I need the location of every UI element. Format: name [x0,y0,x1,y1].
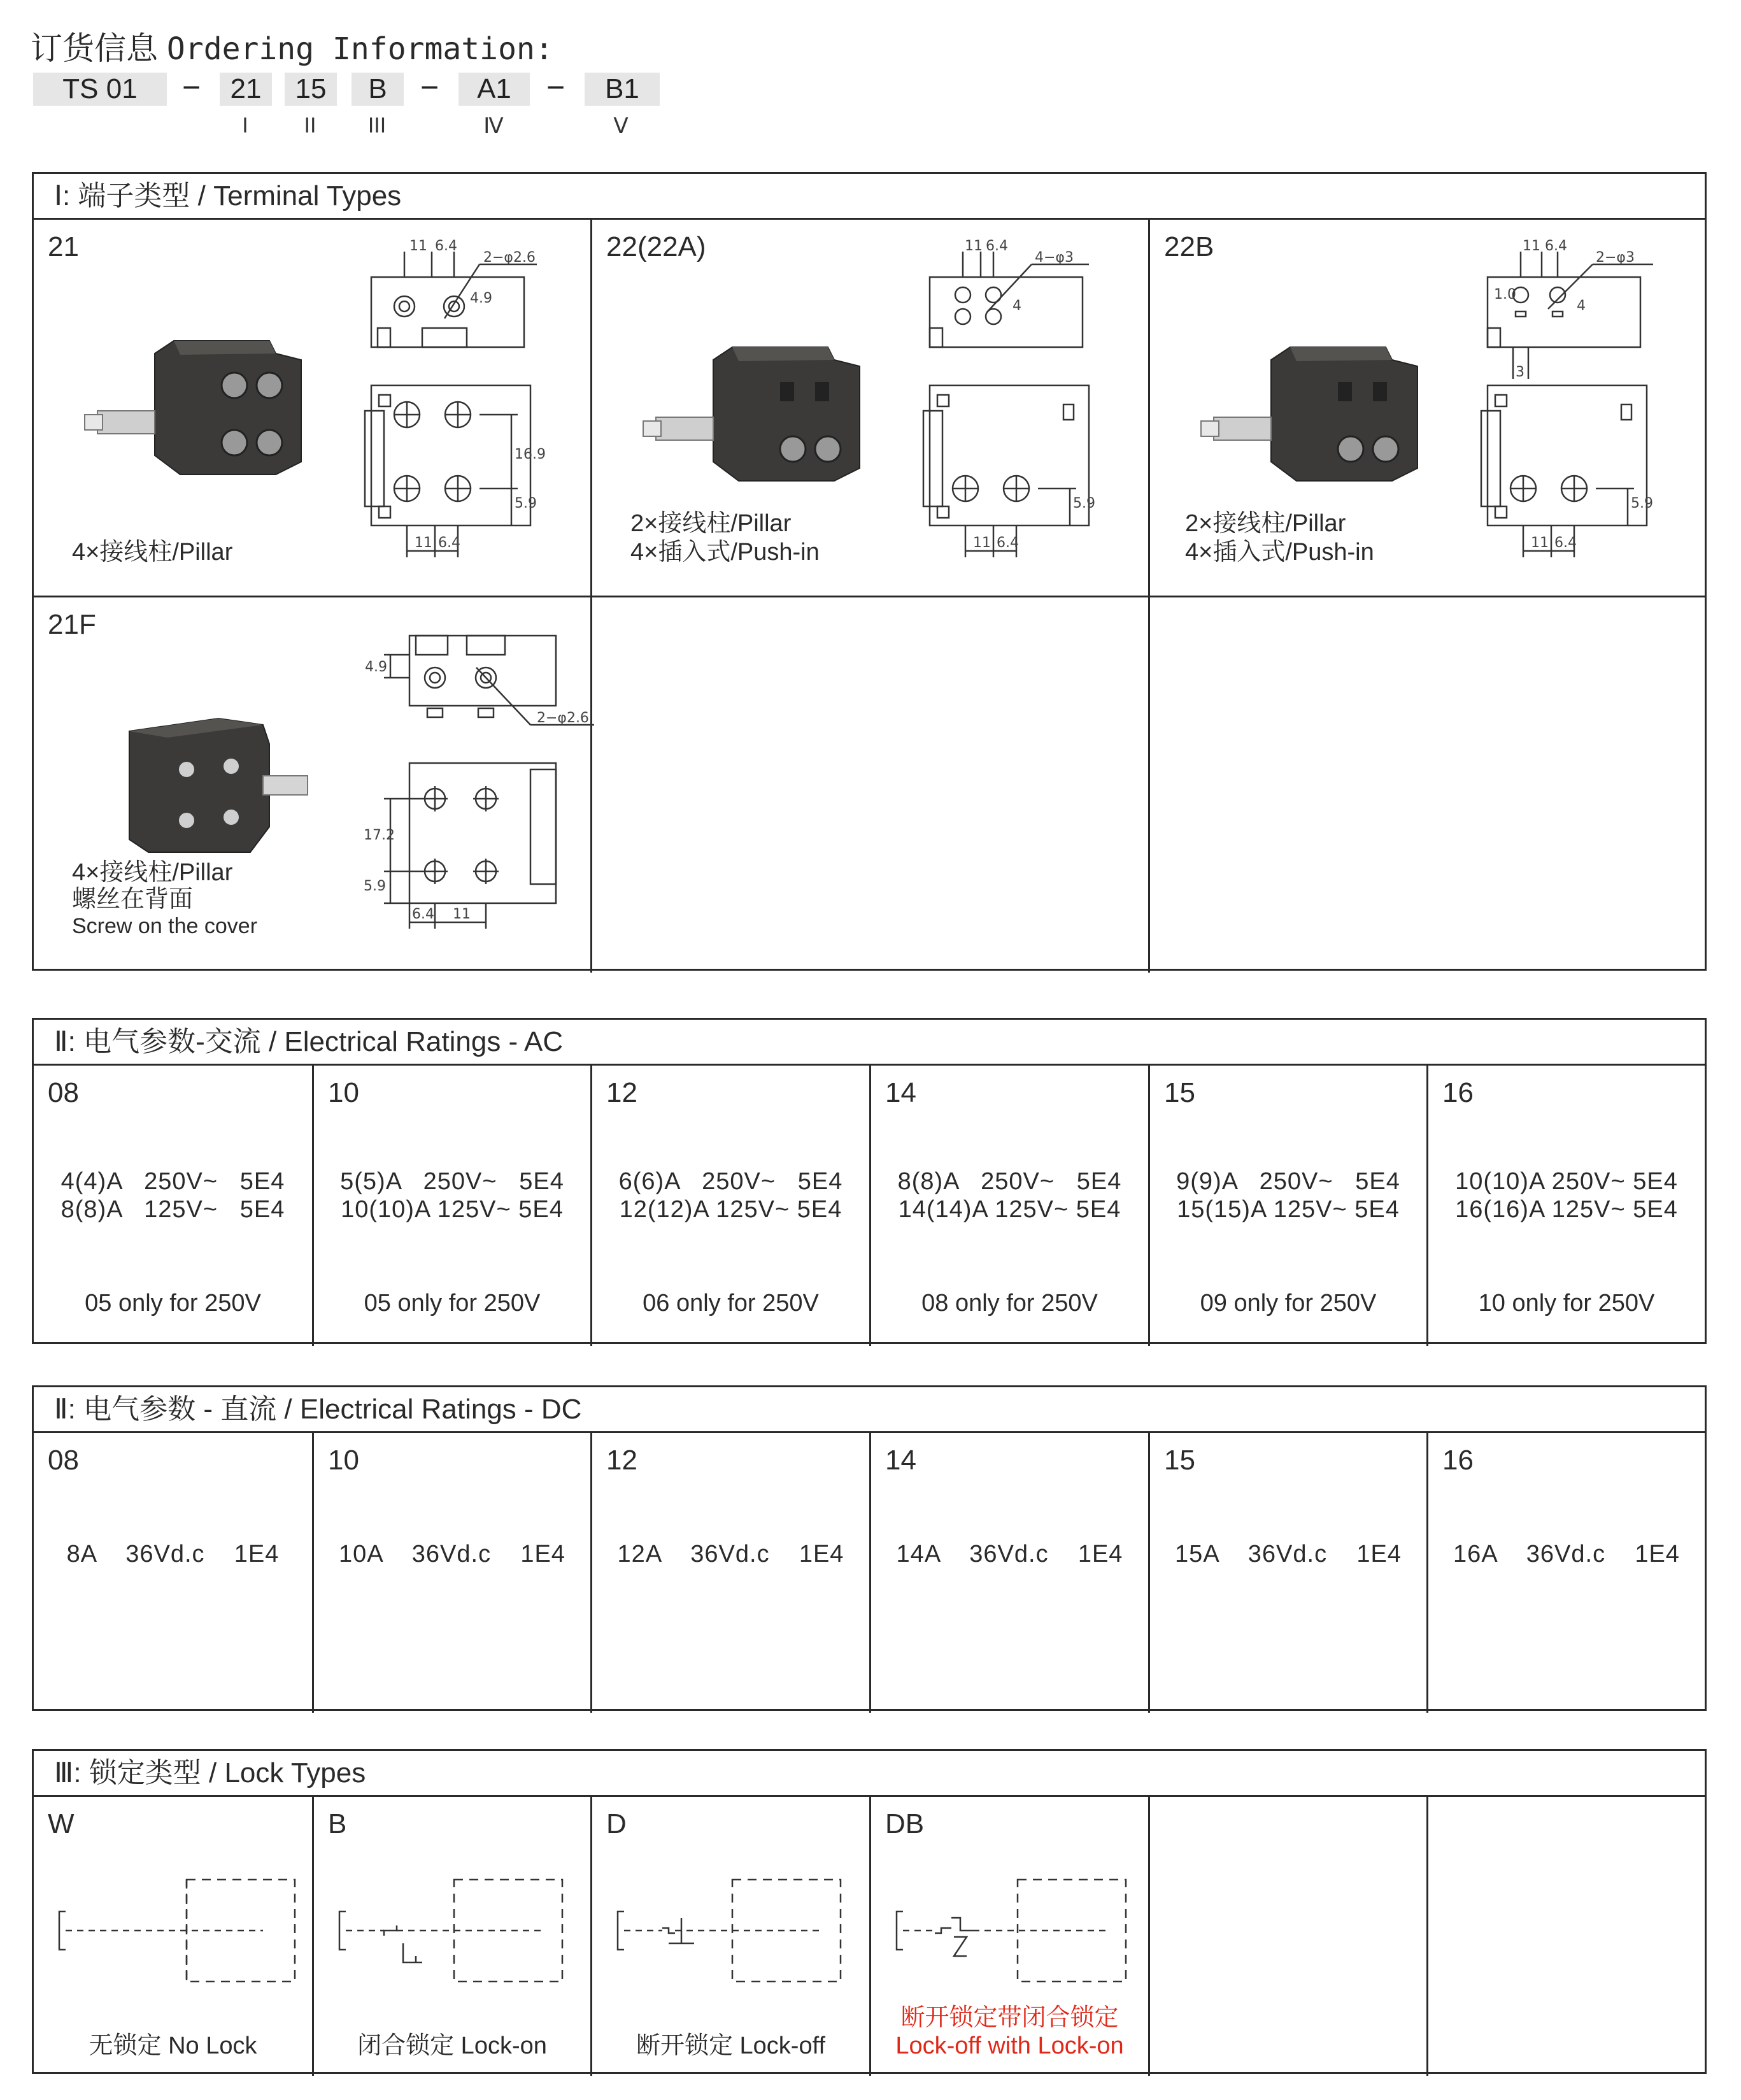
rating-code: 16 [1442,1077,1474,1108]
lock-cell-b [314,1797,590,2072]
dc-cell-10 [314,1433,590,1709]
switch-photo-icon [91,693,333,884]
lock-code: B [328,1808,347,1839]
code-b1: B1 [585,73,660,106]
ac-cell-14 [871,1066,1148,1342]
rating-code: 08 [48,1445,79,1476]
dim-16-9: 16.9 [515,446,546,462]
code-dash: − [546,69,565,105]
dim-6-4: 6.4 [412,906,434,922]
rating-code: 12 [606,1445,637,1476]
rating-code: 14 [885,1445,916,1476]
lock-label: 断开锁定带闭合锁定 [900,2004,1119,2031]
rating-note: 05 only for 250V [364,1290,541,1317]
lock-off-symbol-icon [611,1867,866,1994]
dimension-drawing [346,629,620,961]
ac-ratings-section [32,1018,1707,1344]
rating-line: 15(15)A 125V~ 5E4 [1177,1196,1400,1223]
dimension-drawing [892,239,1165,570]
dim-phi: 2−φ2.6 [537,710,589,726]
dim-11: 11 [453,906,471,922]
terminal-cell-22b [1150,220,1707,596]
ordering-title [31,23,553,69]
dim-4-9: 4.9 [365,659,387,675]
lock-types-section [32,1749,1707,2074]
rating-line: 8(8)A 250V~ 5E4 [897,1168,1122,1195]
dim-phi: 2−φ2.6 [483,250,536,266]
terminal-code: 21F [48,609,96,640]
dimension-drawing [333,239,607,570]
code-dash: − [420,69,439,105]
rating-line: 14A 36Vd.c 1E4 [896,1541,1123,1568]
dim-6-4: 6.4 [438,535,460,551]
lock-label: 断开锁定 Lock-off [636,2032,826,2059]
dim-11: 11 [415,535,432,551]
rating-note: 05 only for 250V [85,1290,261,1317]
terminal-desc: 4×插入式/Push-in [630,539,820,566]
dim-11: 11 [965,238,983,254]
lock-code: D [606,1808,627,1839]
ac-cell-10 [314,1066,590,1342]
terminal-desc: 螺丝在背面 [72,886,194,913]
terminal-desc: Screw on the cover [72,914,258,938]
code-rating: 15 [285,73,337,106]
ordering-title-cn: 订货信息 [31,31,158,66]
lock-code: DB [885,1808,925,1839]
dim-5-9: 5.9 [1631,496,1653,511]
rating-line: 12(12)A 125V~ 5E4 [619,1196,842,1223]
rating-code: 15 [1164,1445,1195,1476]
rating-note: 10 only for 250V [1478,1290,1655,1317]
rating-code: 15 [1164,1077,1195,1108]
switch-photo-icon [1201,322,1443,513]
terminal-code: 21 [48,231,79,262]
ac-cell-12 [592,1066,869,1342]
ac-cell-15 [1150,1066,1426,1342]
lock-code: W [48,1808,75,1839]
dc-cell-15 [1150,1433,1426,1709]
rating-code: 08 [48,1077,79,1108]
terminal-cell-22 [592,220,1148,596]
rating-line: 10(10)A 250V~ 5E4 [1455,1168,1678,1195]
dc-cell-08 [34,1433,312,1709]
dim-4-9: 4.9 [470,290,492,306]
code-dash: − [182,69,201,105]
terminal-desc: 4×接线柱/Pillar [72,859,233,886]
dc-cell-12 [592,1433,869,1709]
dim-phi: 2−φ3 [1596,250,1635,266]
rating-note: 09 only for 250V [1200,1290,1377,1317]
rating-note: 06 only for 250V [643,1290,819,1317]
switch-photo-icon [85,315,327,506]
roman-1: I [242,113,248,138]
terminal-desc: 4×插入式/Push-in [1185,539,1374,566]
ac-cell-08 [34,1066,312,1342]
code-a1: A1 [458,73,530,106]
ac-cell-16 [1428,1066,1705,1342]
terminal-code: 22(22A) [606,231,706,262]
terminal-code: 22B [1164,231,1214,262]
rating-line: 4(4)A 250V~ 5E4 [60,1168,285,1195]
roman-4: Ⅳ [483,114,504,138]
rating-line: 10A 36Vd.c 1E4 [339,1541,565,1568]
rating-line: 8(8)A 125V~ 5E4 [60,1196,285,1223]
rating-line: 6(6)A 250V~ 5E4 [618,1168,843,1195]
dim-1-0: 1.0 [1494,287,1516,303]
dim-5-9: 5.9 [515,496,537,511]
code-series: TS 01 [33,73,167,106]
rating-line: 12A 36Vd.c 1E4 [617,1541,844,1568]
rating-line: 16A 36Vd.c 1E4 [1453,1541,1680,1568]
section-header: Ⅰ: 端子类型 / Terminal Types [34,174,1705,220]
section-header: Ⅱ: 电气参数-交流 / Electrical Ratings - AC [34,1020,1705,1066]
code-terminal: 21 [220,73,272,106]
rating-code: 10 [328,1445,359,1476]
dim-4: 4 [1577,298,1586,314]
terminal-desc: 2×接线柱/Pillar [630,510,792,537]
rating-line: 9(9)A 250V~ 5E4 [1176,1168,1400,1195]
roman-5: Ⅴ [613,114,629,138]
dim-3: 3 [1516,364,1524,380]
dim-6-4: 6.4 [1554,535,1577,551]
dc-ratings-section [32,1385,1707,1711]
lock-on-symbol-icon [333,1867,588,1994]
section-header: Ⅲ: 锁定类型 / Lock Types [34,1751,1705,1797]
roman-2: II [304,113,316,138]
code-lock: B [352,73,404,106]
roman-3: III [367,113,387,138]
lock-label: 闭合锁定 Lock-on [357,2032,547,2059]
dim-5-9: 5.9 [1073,496,1095,511]
lock-label: 无锁定 No Lock [89,2032,257,2059]
terminal-desc: 2×接线柱/Pillar [1185,510,1346,537]
dim-6-4: 6.4 [1545,238,1567,254]
terminal-cell-21 [34,220,590,596]
rating-line: 14(14)A 125V~ 5E4 [898,1196,1121,1223]
rating-line: 5(5)A 250V~ 5E4 [340,1168,564,1195]
dim-17-2: 17.2 [364,827,395,843]
dim-6-4: 6.4 [986,238,1008,254]
lock-cell-d [592,1797,869,2072]
dim-6-4: 6.4 [435,238,457,254]
dc-cell-16 [1428,1433,1705,1709]
dim-5-9: 5.9 [364,878,386,894]
dim-phi: 4−φ3 [1035,250,1074,266]
dimension-drawing [1449,239,1723,570]
terminal-types-section [32,172,1707,971]
terminal-cell-21f [34,597,590,971]
rating-code: 10 [328,1077,359,1108]
lock-cell-db [871,1797,1148,2072]
lock-label: Lock-off with Lock-on [895,2032,1124,2059]
dim-11: 11 [1523,238,1540,254]
rating-line: 10(10)A 125V~ 5E4 [341,1196,564,1223]
rating-line: 15A 36Vd.c 1E4 [1175,1541,1402,1568]
no-lock-symbol-icon [53,1867,308,1994]
dim-6-4: 6.4 [997,535,1019,551]
lock-cell-w [34,1797,312,2072]
terminal-desc: 4×接线柱/Pillar [72,539,233,566]
dim-11: 11 [1531,535,1549,551]
rating-line: 16(16)A 125V~ 5E4 [1455,1196,1678,1223]
lock-off-on-symbol-icon [890,1867,1145,1994]
ordering-title-en: Ordering Information: [166,31,553,67]
dim-11: 11 [409,238,427,254]
rating-note: 08 only for 250V [921,1290,1098,1317]
switch-photo-icon [643,322,885,513]
rating-code: 12 [606,1077,637,1108]
section-header: Ⅱ: 电气参数 - 直流 / Electrical Ratings - DC [34,1387,1705,1433]
dc-cell-14 [871,1433,1148,1709]
rating-code: 16 [1442,1445,1474,1476]
dim-4: 4 [1013,298,1021,314]
dim-11: 11 [973,535,991,551]
rating-line: 8A 36Vd.c 1E4 [66,1541,280,1568]
rating-code: 14 [885,1077,916,1108]
